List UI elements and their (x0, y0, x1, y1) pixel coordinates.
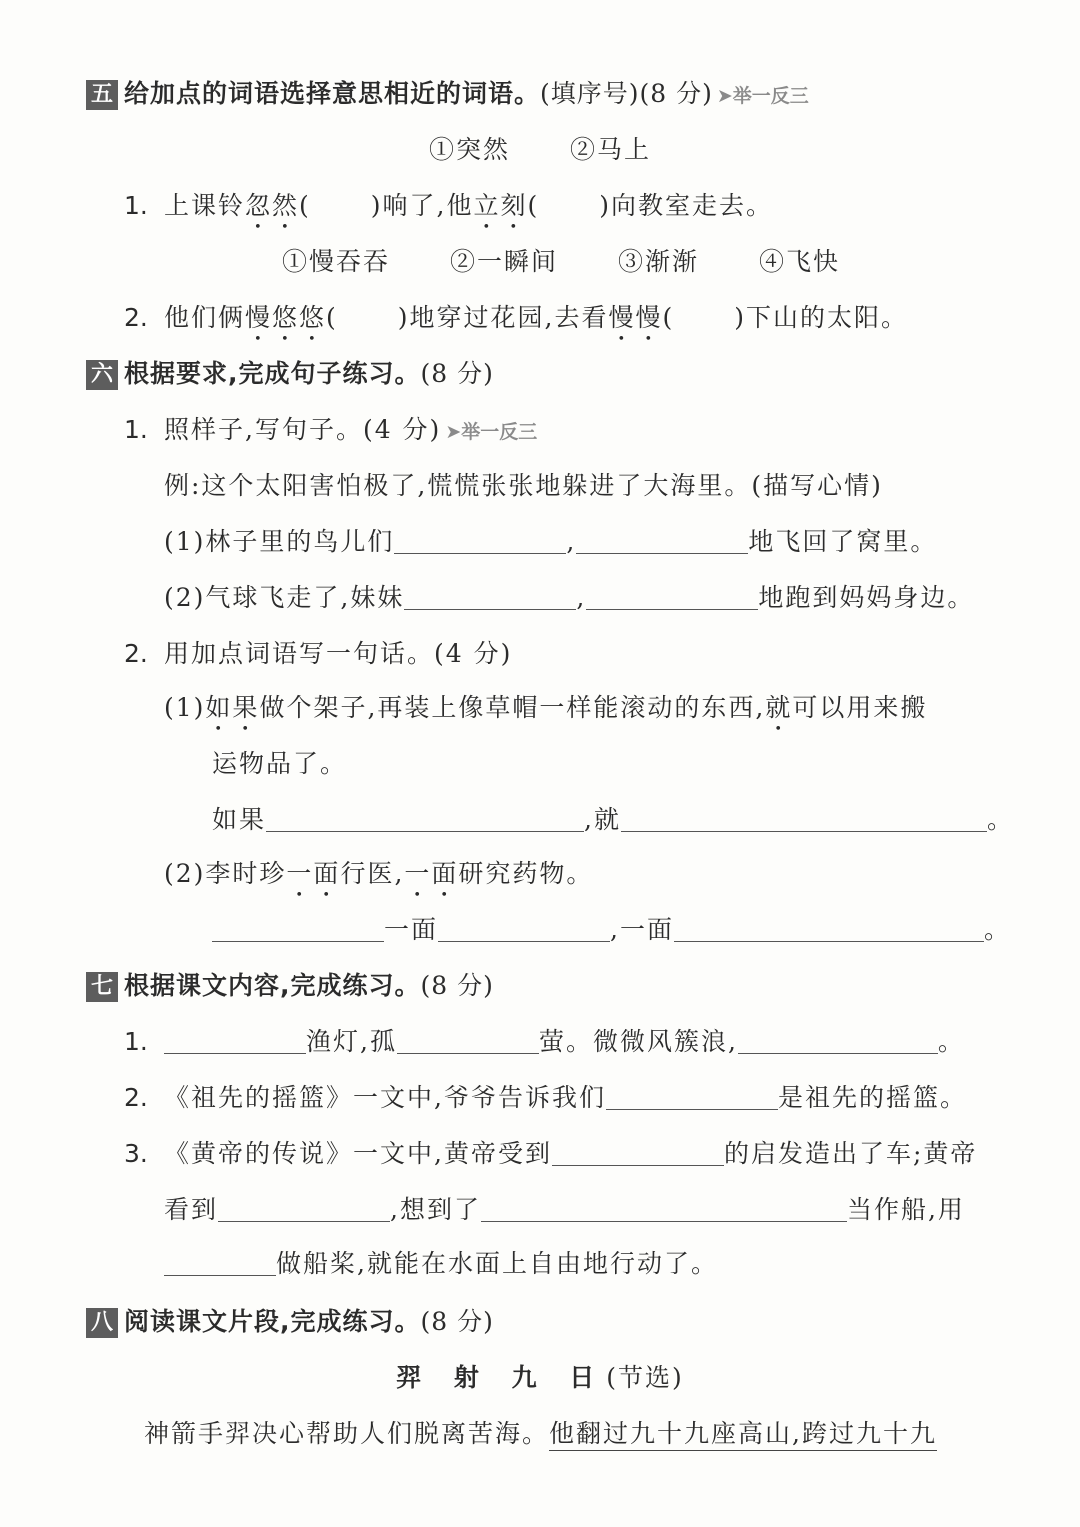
section-5-question-2 (124, 300, 908, 347)
text: , (566, 527, 577, 556)
text: 的启发造出了车;黄帝 (723, 1139, 978, 1168)
text: 如果 (212, 805, 267, 834)
example-sentence (164, 468, 883, 504)
dotted-word: 就 (765, 693, 793, 722)
section-7-question-3-cont-2 (164, 1246, 718, 1282)
text: 地跑到妈妈身边。 (758, 583, 975, 612)
text: ,就 (584, 805, 621, 834)
section-6-q1-item-2 (164, 580, 974, 616)
section-5-tag: ➤举一反三 (716, 85, 809, 107)
text: , (576, 583, 587, 612)
text: 萤。微微风簇浪, (538, 1027, 738, 1056)
text: 一面 (384, 915, 439, 944)
question-number: 3. (124, 1139, 148, 1168)
section-8-score: (8 分) (420, 1307, 494, 1336)
text: 例:这个太阳害怕极了,慌慌张张地躲进了大海里。(描写心情) (164, 471, 883, 500)
section-6-q1-item-1 (164, 524, 937, 560)
fill-blank[interactable] (481, 1195, 847, 1222)
passage-title: 羿 射 九 日 (396, 1363, 607, 1392)
text: ( (299, 191, 311, 220)
fill-blank[interactable] (164, 1027, 306, 1054)
fill-blank[interactable] (212, 915, 384, 942)
text: (2)气球飞走了,妹妹 (164, 583, 405, 612)
question-number: 1. (124, 415, 148, 444)
section-7-question-3-cont (164, 1192, 965, 1228)
fill-blank[interactable] (397, 1027, 539, 1054)
question-number: 2. (124, 639, 148, 668)
section-5-question-1 (124, 188, 773, 235)
section-7-question-2 (124, 1080, 967, 1116)
option: ①突然 (428, 135, 510, 164)
dotted-word: 慢悠悠 (245, 303, 327, 332)
text: 上课铃 (164, 191, 246, 220)
section-7-title: 根据课文内容,完成练习。 (124, 971, 421, 1000)
text: 《祖先的摇篮》一文中,爷爷告诉我们 (164, 1083, 606, 1112)
fill-blank[interactable] (621, 805, 987, 832)
question-number: 2. (124, 303, 148, 332)
text: )向教室走去。 (599, 191, 774, 220)
text: 做船桨,就能在水面上自由地行动了。 (276, 1249, 718, 1278)
section-5-title: 给加点的词语选择意思相近的词语。 (124, 79, 541, 108)
fill-blank[interactable] (586, 583, 758, 610)
section-5-options-2 (282, 244, 840, 280)
section-7-question-1 (124, 1024, 965, 1060)
text: 行医, (340, 859, 405, 888)
section-7-score: (8 分) (420, 971, 494, 1000)
text: 是祖先的摇篮。 (777, 1083, 967, 1112)
section-8-title: 阅读课文片段,完成练习。 (124, 1307, 421, 1336)
section-7-header (86, 968, 494, 1004)
option: ④飞快 (759, 247, 841, 276)
section-6-q2-item-2 (164, 856, 593, 903)
underlined-sentence: 他翻过九十九座高山,跨过九十九 (549, 1419, 937, 1451)
section-6-badge: 六 (86, 360, 118, 390)
fill-blank[interactable] (674, 915, 984, 942)
question-tag: ➤举一反三 (445, 421, 538, 443)
section-5-options-1 (0, 132, 1080, 168)
text: 做个架子,再装上像草帽一样能滚动的东西, (259, 693, 766, 722)
dotted-word: 忽然 (245, 191, 300, 220)
text: ( (326, 303, 338, 332)
section-6-header (86, 356, 494, 392)
section-5-header (86, 76, 809, 114)
section-6-q2-item-1-cont (212, 746, 347, 782)
text: 。 (937, 1027, 965, 1056)
section-6-question-1 (124, 412, 537, 450)
section-6-score: (8 分) (420, 359, 494, 388)
text: ,一面 (610, 915, 674, 944)
text: 研究药物。 (458, 859, 594, 888)
fill-blank[interactable] (394, 527, 566, 554)
dotted-word: 慢慢 (608, 303, 663, 332)
text: (2)李时珍 (164, 859, 287, 888)
text: 他们俩 (164, 303, 246, 332)
section-7-question-3 (124, 1136, 977, 1172)
passage-note: (节选) (606, 1363, 684, 1392)
text: 神箭手羿决心帮助人们脱离苦海。 (144, 1419, 550, 1448)
section-6-q2-item-1 (164, 690, 927, 737)
text: 。 (986, 805, 1014, 834)
text: 渔灯,孤 (306, 1027, 397, 1056)
section-8-badge: 八 (86, 1308, 118, 1338)
text: 运物品了。 (212, 749, 348, 778)
text: (1) (164, 693, 206, 722)
section-7-badge: 七 (86, 972, 118, 1002)
text: 可以用来搬 (792, 693, 928, 722)
fill-blank[interactable] (576, 527, 748, 554)
passage-heading (0, 1360, 1080, 1396)
text: 看到 (164, 1195, 219, 1224)
fill-blank[interactable] (404, 583, 576, 610)
section-6-title: 根据要求,完成句子练习。 (124, 359, 421, 388)
text: )地穿过花园,去看 (397, 303, 609, 332)
fill-blank[interactable] (266, 805, 584, 832)
dotted-word: 一面 (286, 859, 341, 888)
text: (1)林子里的鸟儿们 (164, 527, 395, 556)
section-5-badge: 五 (86, 80, 118, 110)
option: ②一瞬间 (450, 247, 559, 276)
text: ,想到了 (390, 1195, 481, 1224)
passage-paragraph (144, 1416, 937, 1452)
option: ③渐渐 (618, 247, 700, 276)
question-number: 1. (124, 1027, 148, 1056)
option: ①慢吞吞 (282, 247, 391, 276)
text: 。 (983, 915, 1011, 944)
fill-blank[interactable] (218, 1195, 390, 1222)
text: )响了,他 (370, 191, 474, 220)
section-6-question-2 (124, 636, 512, 672)
question-number: 2. (124, 1083, 148, 1112)
section-8-header (86, 1304, 494, 1340)
text: ( (662, 303, 675, 332)
text: 《黄帝的传说》一文中,黄帝受到 (164, 1139, 552, 1168)
section-6-q2-fill-1 (212, 802, 1014, 838)
question-number: 1. (124, 191, 148, 220)
fill-blank[interactable] (606, 1083, 778, 1110)
question-text: 照样子,写句子。(4 分) (164, 415, 442, 444)
fill-blank[interactable] (438, 915, 610, 942)
section-6-q2-fill-2 (212, 912, 1011, 948)
section-5-score: (填序号)(8 分) (540, 79, 713, 108)
dotted-word: 一面 (404, 859, 459, 888)
text: 当作船,用 (846, 1195, 965, 1224)
text: )下山的太阳。 (734, 303, 909, 332)
text: ( (527, 191, 540, 220)
dotted-word: 如果 (205, 693, 260, 722)
dotted-word: 立刻 (473, 191, 528, 220)
fill-blank[interactable] (164, 1249, 276, 1276)
fill-blank[interactable] (552, 1139, 724, 1166)
text: 地飞回了窝里。 (748, 527, 938, 556)
option: ②马上 (570, 135, 652, 164)
fill-blank[interactable] (738, 1027, 938, 1054)
question-text: 用加点词语写一句话。(4 分) (164, 639, 513, 668)
